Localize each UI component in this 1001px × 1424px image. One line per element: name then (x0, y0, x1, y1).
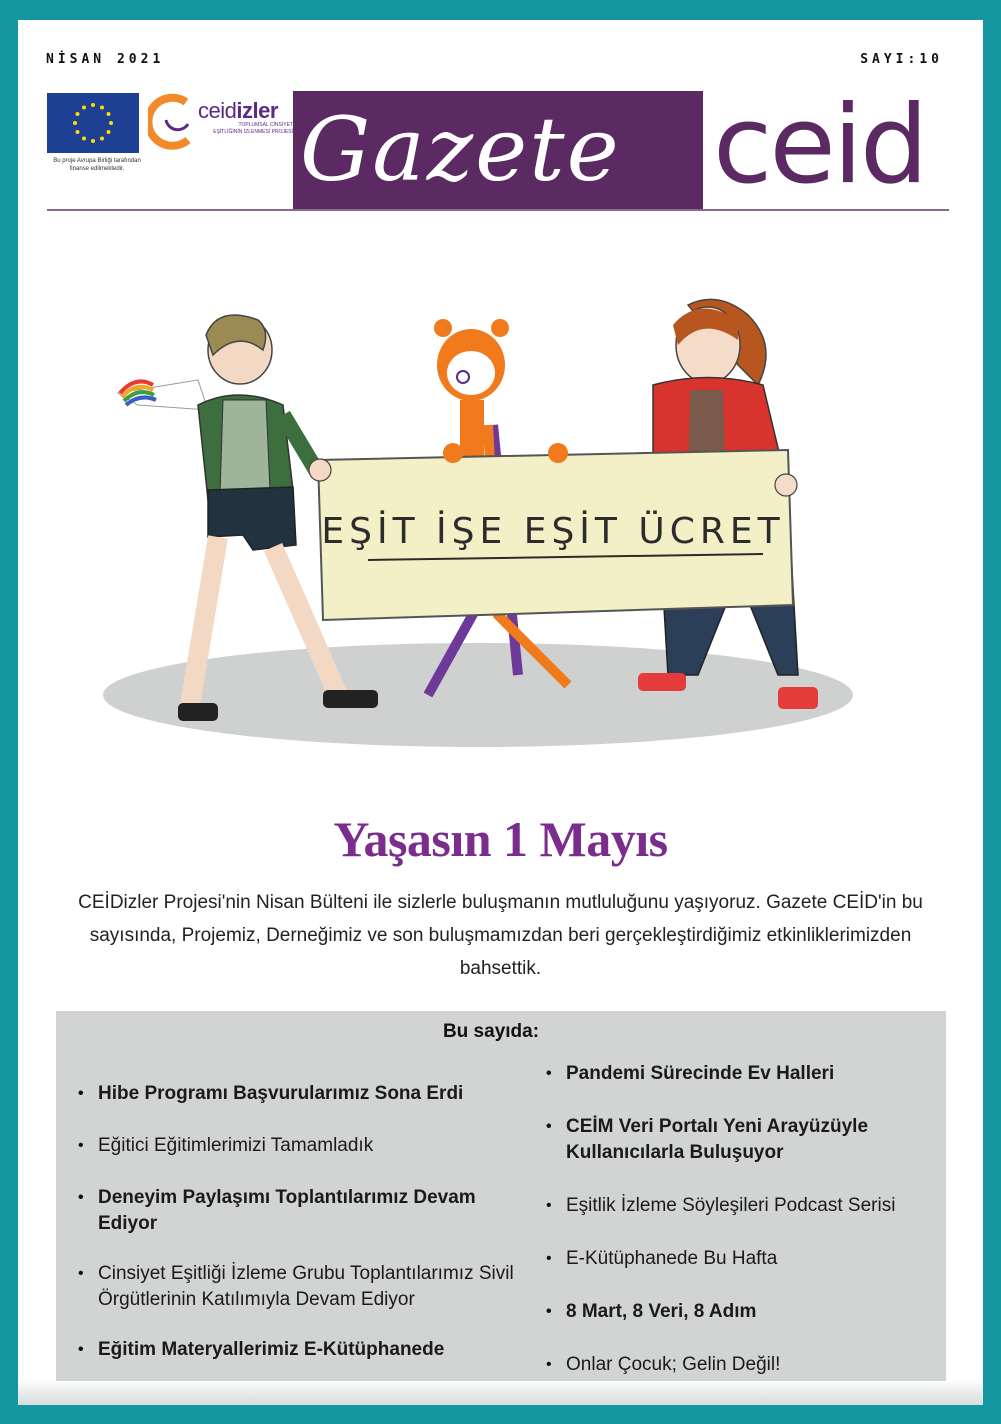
masthead-rule (47, 209, 949, 211)
masthead-title-ceid: ceid (713, 83, 926, 208)
toc-item: • E-Kütüphanede Bu Hafta (546, 1246, 936, 1272)
toc-item: • Eğitici Eğitimlerimizi Tamamladık (78, 1133, 518, 1159)
toc-title: Bu sayıda: (442, 1021, 540, 1042)
toc-left-column (78, 1081, 518, 1389)
toc-right-column (546, 1061, 936, 1405)
toc-item: • 8 Mart, 8 Veri, 8 Adım (546, 1299, 936, 1325)
intro-paragraph: CEİDizler Projesi'nin Nisan Bülteni ile sizlerle buluşmanın mutluluğunu yaşıyoruz. Gazete CEİD'in bu sayısında, Projemiz, Derneğimiz ve son buluşmamızdan beri gerçekleştirdiğimiz etkinliklerimizden bahsettik. (78, 892, 923, 979)
toc-item: • Onlar Çocuk; Gelin Değil! (546, 1352, 936, 1378)
headline: Yaşasın 1 Mayıs (333, 811, 668, 867)
protest-banner (318, 450, 793, 620)
newsletter-page (18, 20, 983, 1405)
page-bottom-fade (18, 1379, 983, 1405)
issue-date: NİSAN 2021 (46, 52, 165, 67)
toc-item: • CEİM Veri Portalı Yeni Arayüzüyle Kullanıcılarla Buluşuyor (546, 1114, 936, 1166)
issue-number: SAYI:10 (860, 52, 943, 67)
eu-funding-caption: Bu proje Avrupa Birliği tarafından finanse edilmektedir. (53, 158, 141, 172)
banner-slogan: EŞİT İŞE EŞİT ÜCRET (321, 511, 785, 552)
toc-item: • Deneyim Paylaşımı Toplantılarımız Devam Ediyor (78, 1185, 518, 1237)
eu-flag-logo (47, 93, 139, 153)
toc-item: • Eşitlik İzleme Söyleşileri Podcast Serisi (546, 1193, 936, 1219)
toc-item: • Cinsiyet Eşitliği İzleme Grubu Toplantılarımız Sivil Örgütlerinin Katılımıyla Devam Ediyor (78, 1261, 518, 1313)
cover-illustration (98, 275, 878, 775)
toc-item: • Pandemi Sürecinde Ev Halleri (546, 1061, 936, 1087)
masthead-title-gazete: Gazete (300, 98, 621, 201)
ceidizler-wordmark: ceidizler (198, 98, 278, 123)
toc-item: • Hibe Programı Başvurularımız Sona Erdi (78, 1081, 518, 1107)
ceidizler-subtitle: TOPLUMSAL CİNSİYET EŞİTLİĞİNİN İZLENMESİ PROJESİ (213, 122, 293, 135)
table-of-contents (56, 1011, 946, 1381)
toc-item: • Eğitim Materyallerimiz E-Kütüphanede (78, 1337, 518, 1363)
